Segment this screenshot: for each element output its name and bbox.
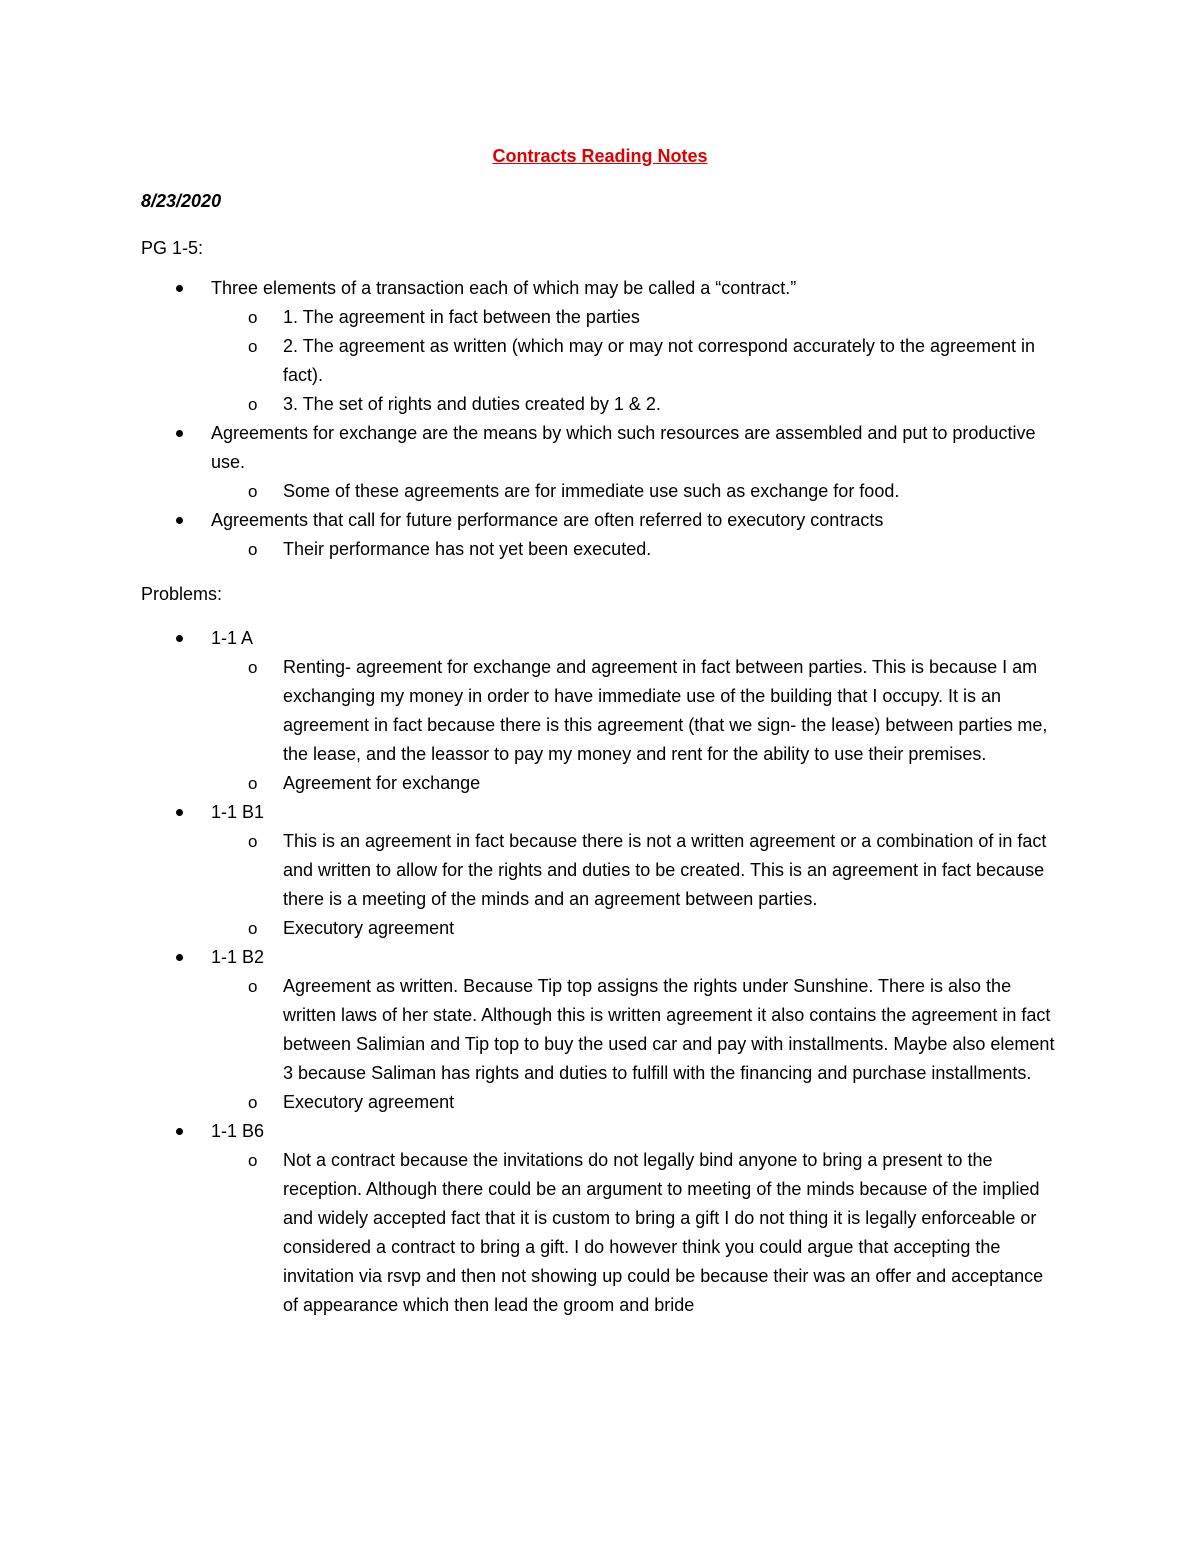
- list-item: [0, 1117, 1061, 1146]
- list-item-text: Agreements for exchange are the means by which such resources are assembled and put to productive use.: [211, 423, 1036, 472]
- section-list-problems: [0, 624, 1200, 1320]
- sub-bullet-icon: o: [248, 832, 258, 851]
- sub-list-item-text: Executory agreement: [283, 918, 455, 938]
- sub-list-item-text: Agreement as written. Because Tip top assigns the rights under Sunshine. There is also the written laws of her state. Although this is written agreement it also contains the agreement in fact between Salimian and Tip top to buy the used car and pay with installments. Maybe also element 3 because Saliman has rights and duties to fulfill with the financing and purchase installments.: [283, 976, 1055, 1083]
- list-item-text: 1-1 A: [211, 628, 254, 648]
- sub-list-item: [0, 653, 1063, 769]
- list-item: [0, 419, 1061, 477]
- sub-bullet-icon: o: [248, 395, 258, 414]
- list-item: [0, 506, 1061, 535]
- list-item-text: Agreements that call for future performance are often referred to executory contracts: [211, 510, 884, 530]
- sub-list-item-text: Their performance has not yet been executed.: [283, 539, 652, 559]
- sub-list-item: [0, 972, 1063, 1088]
- sub-list-item-text: Agreement for exchange: [283, 773, 481, 793]
- list-item-text: 1-1 B6: [211, 1121, 265, 1141]
- sub-list-item: [0, 332, 1063, 390]
- sub-list-item-text: Some of these agreements are for immediate use such as exchange for food.: [283, 481, 900, 501]
- sub-list-item: [0, 535, 1063, 564]
- sub-list-item-text: Renting- agreement for exchange and agreement in fact between parties. This is because I am exchanging my money in order to have immediate use of the building that I occupy. It is an agreement in fact because there is this agreement (that we sign- the lease) between parties me, the lease, and the leassor to pay my money and rent for the ability to use their premises.: [283, 657, 1048, 764]
- sub-bullet-icon: o: [248, 482, 258, 501]
- sub-list-item: [0, 827, 1063, 914]
- sub-bullet-icon: o: [248, 774, 258, 793]
- sub-list-item: [0, 914, 1063, 943]
- sub-bullet-icon: o: [248, 337, 258, 356]
- sub-bullet-icon: o: [248, 919, 258, 938]
- sub-list-item: [0, 390, 1063, 419]
- bullet-icon: [176, 430, 183, 437]
- sub-bullet-icon: o: [248, 1151, 258, 1170]
- bullet-icon: [176, 285, 183, 292]
- list-item-text: 1-1 B2: [211, 947, 265, 967]
- bullet-icon: [176, 635, 183, 642]
- section-heading-pg: PG 1-5:: [141, 238, 204, 258]
- sub-list-item: [0, 477, 1063, 506]
- sub-list-item: [0, 303, 1063, 332]
- sub-bullet-icon: o: [248, 658, 258, 677]
- sub-list-item-text: This is an agreement in fact because there is not a written agreement or a combination of in fact and written to allow for the rights and duties to be created. This is an agreement in fact because there is a meeting of the minds and an agreement between parties.: [283, 831, 1047, 909]
- list-item-text: 1-1 B1: [211, 802, 265, 822]
- bullet-icon: [176, 1128, 183, 1135]
- sub-list-item-text: 1. The agreement in fact between the parties: [283, 307, 640, 327]
- sub-list-item: [0, 1146, 1063, 1320]
- list-item: [0, 943, 1061, 972]
- sub-list-item-text: Not a contract because the invitations do not legally bind anyone to bring a present to the reception. Although there could be an argument to meeting of the minds because of the implied and widely accepted fact that it is custom to bring a gift I do not thing it is legally enforceable or considered a contract to bring a gift. I do however think you could argue that accepting the invitation via rsvp and then not showing up could be because their was an offer and acceptance of appearance which then lead the groom and bride: [283, 1150, 1044, 1315]
- bullet-icon: [176, 954, 183, 961]
- list-item: [0, 798, 1061, 827]
- list-item: [0, 624, 1061, 653]
- sub-bullet-icon: o: [248, 540, 258, 559]
- sub-bullet-icon: o: [248, 977, 258, 996]
- note-date: 8/23/2020: [141, 191, 222, 211]
- sub-list-item-text: Executory agreement: [283, 1092, 455, 1112]
- page-title: Contracts Reading Notes: [492, 146, 708, 166]
- section-heading-problems: Problems:: [141, 584, 223, 604]
- sub-list-item: [0, 769, 1063, 798]
- sub-list-item-text: 3. The set of rights and duties created by 1 & 2.: [283, 394, 661, 414]
- sub-list-item: [0, 1088, 1063, 1117]
- sub-bullet-icon: o: [248, 1093, 258, 1112]
- bullet-icon: [176, 809, 183, 816]
- sub-bullet-icon: o: [248, 308, 258, 327]
- list-item: [0, 274, 1061, 303]
- sub-list-item-text: 2. The agreement as written (which may or may not correspond accurately to the agreement in fact).: [283, 336, 1036, 385]
- section-list-pg: [0, 274, 1200, 564]
- list-item-text: Three elements of a transaction each of which may be called a “contract.”: [211, 278, 797, 298]
- bullet-icon: [176, 517, 183, 524]
